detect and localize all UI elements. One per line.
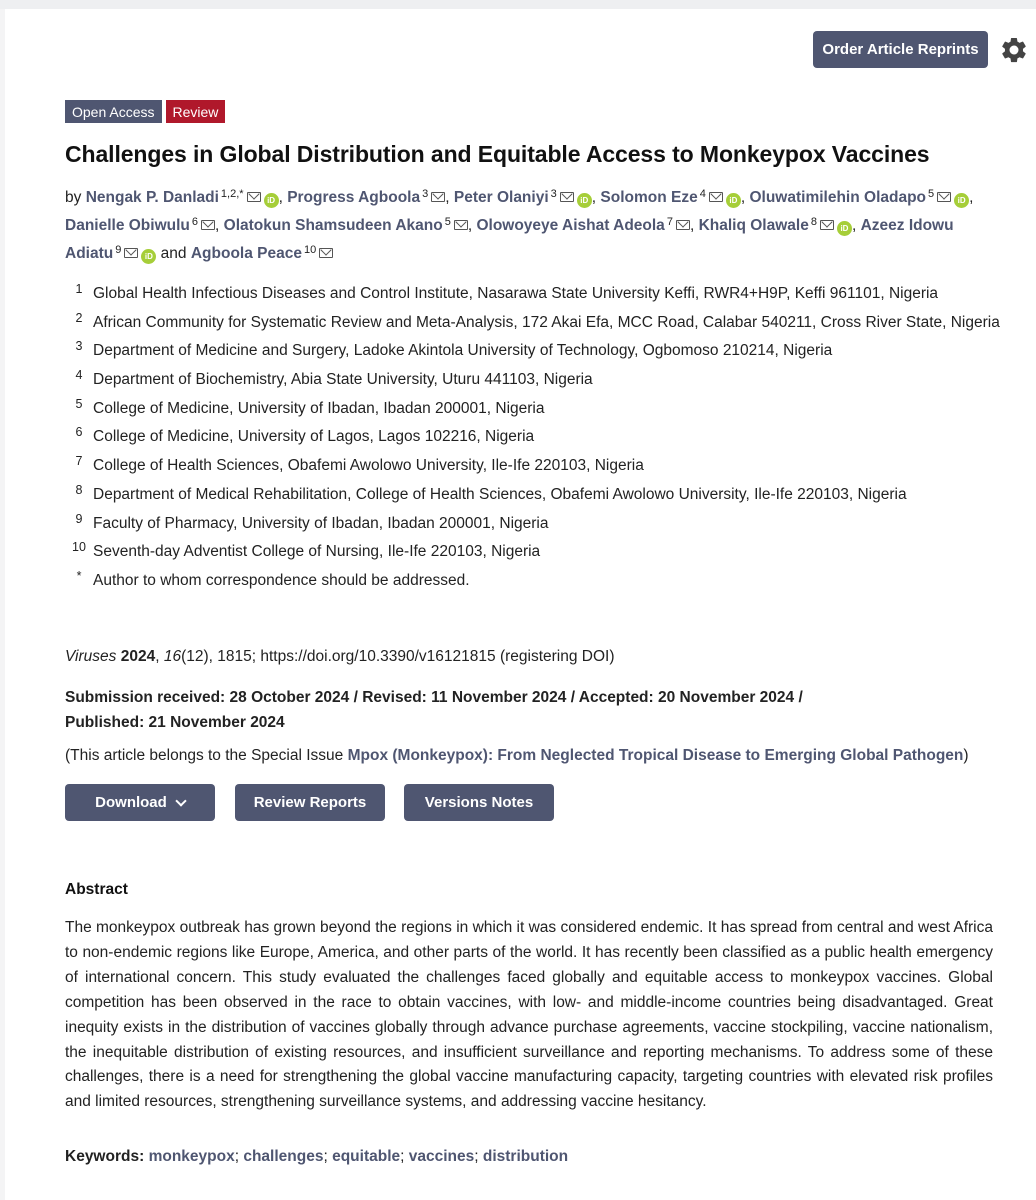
orcid-icon[interactable]: iD [837, 221, 852, 236]
affiliation-text: Global Health Infectious Diseases and Control Institute, Nasarawa State University Keffi, RWR4+H9P, Keffi 961101, Nigeria [93, 285, 939, 302]
affiliation-text: Department of Medicine and Surgery, Ladoke Akintola University of Technology, Ogbomoso 210214, Nigeria [93, 342, 833, 360]
mail-icon[interactable] [454, 220, 468, 230]
top-strip [0, 0, 1036, 9]
affiliation-item [65, 281, 1005, 306]
affiliation-item [65, 310, 1005, 335]
author-list: by Nengak P. Danladi $^{1,2,*}$iD , Progress Agboola $^3$ , Peter Olaniyi $^3$iD , Solomon Eze $^4$iD , Oluwatimilehin Oladapo $^5$iD , Danielle Obiwulu $^6$ , Olatokun Shamsudeen Akano $^5$ , Olowoyeye Aishat Adeola $^7$ , Khaliq Olawale $^8$iD , Azeez Idowu Adiatu $^9$iD and Agboola Peace $^{10}$ [65, 188, 974, 262]
author-affiliation-sup: 9 [115, 244, 122, 256]
affiliation-text: Department of Biochemistry, Abia State University, Uturu 441103, Nigeria [93, 371, 593, 389]
keyword-link[interactable]: vaccines [408, 1148, 475, 1165]
affiliation-item [65, 367, 1005, 392]
mail-icon[interactable] [247, 192, 261, 202]
journal-name[interactable]: Viruses [65, 648, 117, 665]
author-name[interactable]: Solomon Eze [600, 189, 698, 206]
affiliation-item [65, 453, 1005, 478]
article-title: Challenges in Global Distribution and Equitable Access to Monkeypox Vaccines [65, 141, 930, 167]
keyword-link[interactable]: monkeypox [148, 1148, 235, 1165]
author-name[interactable]: Danielle Obiwulu [65, 217, 190, 234]
open-access-badge[interactable]: Open Access [65, 100, 162, 123]
affiliation-text: Department of Medical Rehabilitation, College of Health Sciences, Obafemi Awolowo University, Ile-Ife 220103, Nigeria [93, 485, 907, 503]
keyword-link[interactable]: equitable [332, 1148, 401, 1165]
affiliation-text: College of Medicine, University of Ibadan, Ibadan 200001, Nigeria [93, 399, 545, 417]
orcid-icon[interactable]: iD [141, 249, 156, 264]
mail-icon[interactable] [676, 220, 690, 230]
affiliations-list [65, 281, 1005, 597]
author-affiliation-sup: 3 [550, 188, 557, 200]
gear-icon[interactable] [999, 35, 1029, 65]
mail-icon[interactable] [709, 192, 723, 202]
review-reports-button[interactable] [235, 784, 385, 821]
affiliation-item [65, 539, 1005, 564]
special-issue-note [65, 747, 969, 765]
download-button[interactable] [65, 784, 215, 821]
byline-and: and [160, 245, 187, 262]
abstract-text: The monkeypox outbreak has grown beyond the regions in which it was considered endemic. It has spread from central and west Africa to non-endemic regions like Europe, America, and other parts of the world. It has recently been classified as a public health emergency of international concern. This study evaluated the challenges faced globally and equitable access to monkeypox vaccines. Global competition has been observed in the race to obtain vaccines, with low- and middle-income countries being disadvantaged. Great inequity exists in the distribution of vaccines globally through advance purchase agreements, vaccine stockpiling, vaccine nationalism, the inequitable distribution of existing resources, and insufficient surveillance and reporting mechanisms. To address some of these challenges, there is a need for strengthening the global vaccine manufacturing capacity, targeting countries with elevated risk profiles and limited resources, strengthening surveillance systems, and addressing vaccine hesitancy. [65, 919, 993, 1111]
affiliation-number: * [76, 568, 82, 583]
affiliation-item [65, 482, 1005, 507]
doi-link[interactable]: https://doi.org/10.3390/v16121815 [260, 648, 496, 665]
author-affiliation-sup: 7 [666, 216, 673, 228]
affiliation-item [65, 396, 1005, 421]
orcid-icon[interactable]: iD [264, 193, 279, 208]
author-name[interactable]: Olowoyeye Aishat Adeola [476, 217, 665, 234]
keywords-line: Keywords: monkeypox; challenges; equitable; vaccines; distribution [65, 1148, 569, 1165]
mail-icon[interactable] [560, 192, 574, 202]
affiliation-number: 7 [75, 454, 83, 469]
affiliation-number: 9 [75, 511, 83, 526]
byline-by: by [65, 189, 82, 206]
doi-note: (registering DOI) [495, 648, 615, 665]
author-affiliation-sup: 5 [928, 188, 935, 200]
citation-issue-pages: (12), 1815; [181, 648, 261, 665]
author-affiliation-sup: 6 [191, 216, 199, 228]
affiliation-item [65, 424, 1005, 449]
versions-notes-button[interactable] [404, 784, 554, 821]
left-edge [0, 9, 5, 1200]
article-type-badge: Review [166, 100, 226, 123]
affiliation-number: 4 [75, 368, 83, 383]
author-name[interactable]: Progress Agboola [287, 189, 421, 206]
mail-icon[interactable] [124, 248, 138, 258]
download-label: Download [95, 794, 167, 811]
author-name[interactable]: Peter Olaniyi [453, 189, 549, 206]
affiliation-text: College of Medicine, University of Lagos, Lagos 102216, Nigeria [93, 428, 535, 446]
affiliation-item [65, 568, 1005, 593]
affiliation-number: 1 [75, 282, 83, 296]
citation-line: Viruses 2024, 16(12), 1815; https://doi.org/10.3390/v16121815 (registering DOI) [65, 648, 615, 665]
affiliation-number: 10 [72, 540, 86, 555]
affiliation-item [65, 338, 1005, 363]
affiliation-number: 3 [75, 339, 83, 354]
author-affiliation-sup: 3 [422, 188, 429, 200]
author-name[interactable]: Azeez Idowu Adiatu [65, 217, 954, 262]
citation-year: 2024 [120, 648, 156, 665]
affiliation-number: 2 [75, 310, 83, 325]
author-name[interactable]: Khaliq Olawale [698, 217, 809, 234]
orcid-icon[interactable]: iD [726, 193, 741, 208]
abstract-heading: Abstract [65, 881, 128, 898]
author-name[interactable]: Oluwatimilehin Oladapo [749, 189, 927, 206]
mail-icon[interactable] [319, 248, 333, 258]
author-affiliation-sup: 5 [444, 216, 451, 228]
special-issue-suffix: ) [963, 747, 969, 764]
citation-volume: 16 [163, 648, 182, 665]
author-affiliation-sup: 8 [810, 216, 817, 228]
mail-icon[interactable] [820, 220, 834, 230]
dates-line-1: Submission received: 28 October 2024 / Revised: 11 November 2024 / Accepted: 20 November 2024 / [65, 689, 803, 706]
author-affiliation-sup: 1,2,* [220, 188, 244, 200]
author-name[interactable]: Nengak P. Danladi [85, 189, 219, 206]
affiliation-number: 6 [75, 425, 83, 440]
affiliation-text: College of Health Sciences, Obafemi Awolowo University, Ile-Ife 220103, Nigeria [93, 457, 644, 475]
author-name[interactable]: Agboola Peace [190, 245, 302, 262]
publication-dates [65, 685, 845, 735]
mail-icon[interactable] [431, 192, 445, 202]
affiliation-number: 8 [75, 482, 83, 497]
order-reprints-button[interactable]: Order Article Reprints [813, 31, 988, 68]
affiliation-text: Seventh-day Adventist College of Nursing, Ile-Ife 220103, Nigeria [93, 543, 541, 561]
keyword-link[interactable]: distribution [482, 1148, 569, 1165]
mail-icon[interactable] [201, 220, 215, 230]
special-issue-link[interactable]: Mpox (Monkeypox): From Neglected Tropical Disease to Emerging Global Pathogen [347, 747, 964, 764]
author-affiliation-sup: 4 [699, 188, 706, 200]
chevron-down-icon [175, 795, 186, 806]
author-name[interactable]: Olatokun Shamsudeen Akano [223, 217, 443, 234]
article-badges [65, 100, 225, 123]
special-issue-prefix: (This article belongs to the Special Issue [65, 747, 348, 764]
affiliation-item [65, 511, 1005, 536]
orcid-icon[interactable]: iD [954, 193, 969, 208]
versions-notes-label: Versions Notes [424, 794, 534, 811]
author-affiliation-sup: 10 [303, 244, 317, 256]
affiliation-number: 5 [75, 396, 83, 411]
mail-icon[interactable] [937, 192, 951, 202]
keyword-link[interactable]: challenges [243, 1148, 324, 1165]
review-reports-label: Review Reports [253, 794, 367, 811]
dates-line-2: Published: 21 November 2024 [65, 714, 285, 731]
keywords-label: Keywords: [65, 1148, 145, 1165]
affiliation-text: Faculty of Pharmacy, University of Ibadan, Ibadan 200001, Nigeria [93, 514, 549, 532]
affiliation-text: Author to whom correspondence should be addressed. [93, 571, 470, 589]
affiliation-text: African Community for Systematic Review and Meta-Analysis, 172 Akai Efa, MCC Road, Calabar 540211, Cross River State, Nigeria [93, 313, 1000, 331]
orcid-icon[interactable]: iD [577, 193, 592, 208]
